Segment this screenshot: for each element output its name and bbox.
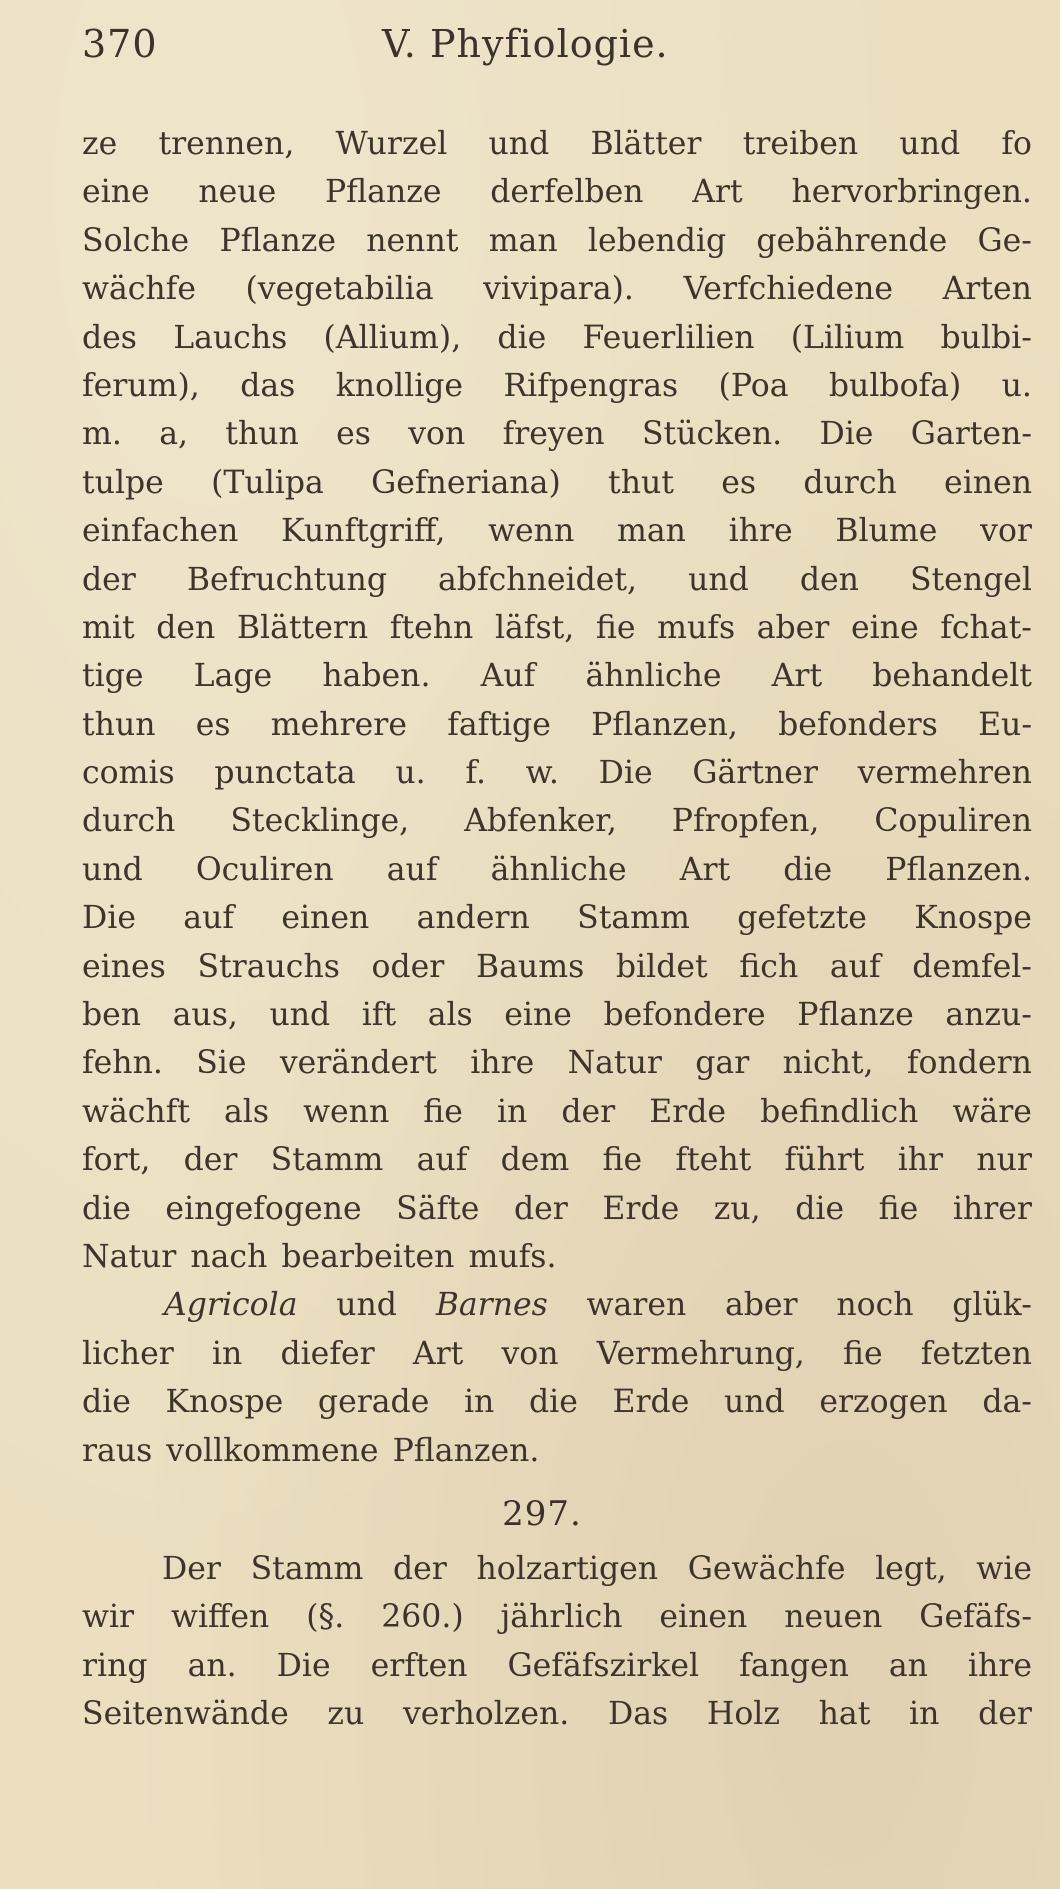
word: holzartigen <box>476 1550 659 1587</box>
word: wäre <box>952 1093 1032 1130</box>
word: ähnliche <box>585 658 722 695</box>
word: Agricola <box>164 1287 298 1324</box>
word: thun <box>225 416 299 453</box>
word: knollige <box>335 367 464 404</box>
word: fangen <box>739 1647 849 1684</box>
word: als <box>427 997 473 1034</box>
word: einen <box>281 900 370 937</box>
paragraph-continued <box>82 1330 1032 1475</box>
word: Feuerlilien <box>582 319 755 356</box>
word: licher <box>82 1335 174 1372</box>
word: Stamm <box>577 900 690 937</box>
word: fondern <box>906 1045 1032 1082</box>
word: erften <box>370 1647 468 1684</box>
word: vivipara). <box>483 271 634 308</box>
word: die <box>82 1190 131 1227</box>
running-head: V. Phyfiologie. <box>382 22 669 66</box>
word: in <box>463 1384 495 1421</box>
word: neuen <box>784 1599 883 1636</box>
word: durch <box>803 464 897 501</box>
word: die <box>82 1384 131 1421</box>
word: wächft <box>82 1093 190 1130</box>
word: Befruchtung <box>186 561 388 598</box>
word: der <box>978 1696 1032 1733</box>
word: eine <box>850 609 919 646</box>
text-line <box>82 556 1032 604</box>
text-line <box>82 1690 1032 1738</box>
word: erzogen <box>819 1384 948 1421</box>
word: Barnes <box>435 1287 548 1324</box>
word: Wurzel <box>335 126 448 162</box>
text-line <box>82 1233 1032 1281</box>
word: den <box>156 609 216 646</box>
word: als <box>224 1093 270 1130</box>
word: abfchneidet, <box>438 561 638 598</box>
word: gar <box>695 1045 750 1082</box>
word: es <box>336 416 371 453</box>
word: fie <box>878 1190 919 1227</box>
word: Pflanzen. <box>392 1432 540 1469</box>
text-line <box>82 1330 1032 1378</box>
word: aber <box>724 1287 798 1324</box>
word: zu, <box>713 1190 761 1227</box>
word: Blättern <box>236 609 369 646</box>
text-line <box>82 1427 1032 1475</box>
text-line <box>82 507 1032 555</box>
word: in <box>211 1335 243 1372</box>
word: verändert <box>279 1045 437 1082</box>
word: ihre <box>967 1647 1032 1684</box>
word: Abfenker, <box>464 803 617 840</box>
word: nur <box>976 1142 1032 1179</box>
word: und <box>899 126 961 162</box>
word: die <box>528 1384 578 1421</box>
word: Kunftgriff, <box>281 513 446 550</box>
paragraph <box>82 120 1032 1281</box>
word: auf <box>416 1142 468 1179</box>
text-line <box>82 1185 1032 1233</box>
page-number: 370 <box>82 22 158 66</box>
word: gefetzte <box>737 900 867 937</box>
word: wenn <box>303 1093 390 1130</box>
word: wie <box>976 1550 1032 1587</box>
word: Blume <box>835 513 938 550</box>
word: Erde <box>602 1190 680 1227</box>
text-line <box>82 1088 1032 1136</box>
word: befonders <box>778 706 938 743</box>
word: diefer <box>280 1335 375 1372</box>
word: a, <box>159 416 188 453</box>
word: treiben <box>742 126 859 162</box>
word: ftehn <box>389 609 474 646</box>
word: Copuliren <box>874 803 1032 840</box>
word: hat <box>818 1696 871 1733</box>
word: Pflanzen, <box>591 706 738 743</box>
word: Knospe <box>914 900 1032 937</box>
word: m. <box>82 416 122 453</box>
text-line <box>82 120 1032 168</box>
word: (§. <box>306 1599 345 1636</box>
word: (Lilium <box>790 319 905 356</box>
word: raus <box>82 1432 153 1469</box>
word: vollkommene <box>166 1432 379 1469</box>
word: u. <box>1001 367 1032 404</box>
word: Pflanze <box>797 997 914 1034</box>
word: fteht <box>675 1142 752 1179</box>
word: punctata <box>214 755 356 792</box>
word: mufs. <box>468 1238 557 1275</box>
word: (Tulipa <box>211 464 324 501</box>
word: ihr <box>897 1142 944 1179</box>
word: noch <box>836 1287 914 1324</box>
word: Oculiren <box>195 851 334 888</box>
text-line <box>82 1378 1032 1426</box>
word: und <box>488 126 550 162</box>
word: nach <box>190 1238 268 1275</box>
text-line <box>82 168 1032 216</box>
word: derfelben <box>490 174 644 211</box>
word: aber <box>756 609 830 646</box>
word: Blätter <box>590 126 702 162</box>
word: Rifpengras <box>503 367 679 404</box>
word: bildet <box>615 948 708 985</box>
word: Lauchs <box>173 319 288 356</box>
word: der <box>183 1142 238 1179</box>
word: eine <box>82 174 150 211</box>
word: fo <box>1001 126 1032 162</box>
word: mit <box>82 609 135 646</box>
word: Holz <box>706 1696 780 1733</box>
section-number: 297. <box>502 1493 582 1534</box>
text-line <box>82 1281 1032 1329</box>
text-line <box>82 797 1032 845</box>
word: Pfropfen, <box>671 803 820 840</box>
word: auf <box>386 851 438 888</box>
word: läfst, <box>494 609 575 646</box>
page-body <box>82 120 1032 1739</box>
word: freyen <box>502 416 605 453</box>
word: Verfchiedene <box>683 271 894 308</box>
word: wiffen <box>171 1599 270 1636</box>
word: Die <box>276 1647 331 1684</box>
word: vermehren <box>857 755 1032 792</box>
word: mehrere <box>270 706 407 743</box>
word: ähnliche <box>490 851 627 888</box>
word: (Allium), <box>323 319 462 356</box>
word: den <box>799 561 859 598</box>
text-line <box>82 1136 1032 1184</box>
word: legt, <box>875 1550 947 1587</box>
word: vor <box>980 513 1032 550</box>
word: wir <box>82 1599 135 1636</box>
word: anzu- <box>945 997 1032 1034</box>
word: Pflanze <box>219 222 336 259</box>
word: Art <box>679 851 731 888</box>
word: die <box>795 1190 845 1227</box>
word: Gefneriana) <box>371 464 561 501</box>
word: (vegetabilia <box>245 271 434 308</box>
word: von <box>501 1335 559 1372</box>
word: Sie <box>196 1045 247 1082</box>
word: thut <box>608 464 674 501</box>
word: andern <box>416 900 530 937</box>
word: einfachen <box>82 513 239 550</box>
word: Stücken. <box>641 416 783 453</box>
word: Strauchs <box>197 948 340 985</box>
text-line <box>82 701 1032 749</box>
word: Erde <box>649 1093 727 1130</box>
word: mufs <box>657 609 736 646</box>
word: man <box>488 222 558 259</box>
word: und <box>82 851 143 888</box>
word: hervorbringen. <box>791 174 1032 211</box>
word: durch <box>82 803 176 840</box>
word: ihre <box>470 1045 535 1082</box>
word: Vermehrung, <box>596 1335 805 1372</box>
word: die <box>783 851 833 888</box>
word: Die <box>82 900 136 937</box>
word: in <box>496 1093 528 1130</box>
word: 260.) <box>381 1599 464 1636</box>
word: Natur <box>567 1045 662 1082</box>
word: Gefäfs- <box>919 1599 1032 1636</box>
word: Auf <box>480 658 536 695</box>
word: neue <box>198 174 277 211</box>
word: Gärtner <box>692 755 818 792</box>
word: und <box>336 1287 397 1324</box>
text-line <box>82 362 1032 410</box>
word: bulbofa) <box>828 367 962 404</box>
text-line <box>82 1545 1032 1593</box>
word: fort, <box>82 1142 151 1179</box>
text-line <box>82 265 1032 313</box>
word: ihre <box>728 513 793 550</box>
word: trennen, <box>158 126 295 162</box>
word: f. <box>465 755 486 792</box>
word: es <box>721 464 757 501</box>
word: wenn <box>488 513 575 550</box>
word: w. <box>525 755 559 792</box>
word: fchat- <box>940 609 1032 646</box>
word: ze <box>82 126 118 162</box>
word: fetzten <box>920 1335 1032 1372</box>
word: Säfte <box>396 1190 480 1227</box>
word: aus, <box>172 997 238 1034</box>
word: ferum), <box>82 367 200 404</box>
word: der <box>82 561 136 598</box>
page-header <box>82 22 1040 92</box>
word: befondere <box>603 997 766 1034</box>
word: nennt <box>366 222 459 259</box>
word: nicht, <box>782 1045 874 1082</box>
word: die <box>497 319 547 356</box>
word: eingefogene <box>165 1190 362 1227</box>
word: gerade <box>317 1384 430 1421</box>
word: an <box>888 1647 928 1684</box>
word: dem <box>500 1142 570 1179</box>
word: Garten- <box>910 416 1032 453</box>
word: und <box>688 561 749 598</box>
word: gebährende <box>756 222 948 259</box>
word: und <box>269 997 331 1034</box>
word: Pflanze <box>324 174 442 211</box>
text-line <box>82 314 1032 362</box>
word: Knospe <box>165 1384 284 1421</box>
word: (Poa <box>718 367 789 404</box>
word: das <box>240 367 296 404</box>
word: wächfe <box>82 271 196 308</box>
word: Baums <box>476 948 585 985</box>
word: eine <box>504 997 572 1034</box>
word: Das <box>607 1696 669 1733</box>
word: Gefäfszirkel <box>507 1647 700 1684</box>
word: in <box>909 1696 940 1733</box>
text-line <box>82 991 1032 1039</box>
word: befindlich <box>760 1093 919 1130</box>
word: eines <box>82 948 166 985</box>
word: und <box>723 1384 785 1421</box>
word: Stecklinge, <box>230 803 410 840</box>
word: der <box>392 1550 447 1587</box>
word: Seitenwände <box>82 1696 289 1733</box>
word: oder <box>371 948 445 985</box>
word: comis <box>82 755 175 792</box>
text-line <box>82 410 1032 458</box>
word: fie <box>595 609 636 646</box>
word: auf <box>829 948 881 985</box>
word: von <box>408 416 466 453</box>
word: Pflanzen. <box>885 851 1032 888</box>
word: haben. <box>322 658 431 695</box>
word: ring <box>82 1647 148 1684</box>
text-line <box>82 459 1032 507</box>
word: Arten <box>942 271 1032 308</box>
word: lebendig <box>587 222 727 259</box>
word: bearbeiten <box>281 1238 455 1275</box>
word: Der <box>162 1550 221 1587</box>
word: waren <box>586 1287 687 1324</box>
word: glük- <box>952 1287 1032 1324</box>
word: Die <box>819 416 874 453</box>
word: tulpe <box>82 464 164 501</box>
text-line <box>82 1039 1032 1087</box>
word: ihrer <box>952 1190 1032 1227</box>
word: fie <box>602 1142 643 1179</box>
paragraph <box>82 1281 1032 1475</box>
word: fich <box>739 948 799 985</box>
word: Die <box>598 755 653 792</box>
word: Natur <box>82 1238 177 1275</box>
word: bulbi- <box>940 319 1032 356</box>
word: u. <box>395 755 426 792</box>
word: fie <box>423 1093 463 1130</box>
word: verholzen. <box>402 1696 570 1733</box>
word: faftige <box>447 706 551 743</box>
word: da- <box>982 1384 1032 1421</box>
word: auf <box>183 900 235 937</box>
word: Art <box>692 174 743 211</box>
text-line <box>82 749 1032 797</box>
word: ift <box>361 997 397 1034</box>
word: ben <box>82 997 142 1034</box>
word: man <box>616 513 686 550</box>
word: Eu- <box>978 706 1032 743</box>
word: einen <box>659 1599 748 1636</box>
text-line <box>82 894 1032 942</box>
word: Ge- <box>977 222 1032 259</box>
word: Art <box>771 658 823 695</box>
word: Gewächfe <box>687 1550 846 1587</box>
word: Erde <box>612 1384 690 1421</box>
word: Art <box>412 1335 464 1372</box>
word: des <box>82 319 137 356</box>
text-line <box>82 1642 1032 1690</box>
word: Stengel <box>909 561 1032 598</box>
text-line <box>82 943 1032 991</box>
word: fehn. <box>82 1045 163 1082</box>
text-line <box>82 604 1032 652</box>
word: Stamm <box>270 1142 384 1179</box>
text-line <box>82 652 1032 700</box>
text-line <box>82 217 1032 265</box>
word: der <box>513 1190 568 1227</box>
text-line <box>82 1593 1032 1641</box>
word: an. <box>187 1647 237 1684</box>
word: fie <box>842 1335 883 1372</box>
word: Stamm <box>250 1550 364 1587</box>
word: der <box>561 1093 616 1130</box>
word: zu <box>327 1696 365 1733</box>
word: führt <box>784 1142 865 1179</box>
word: Solche <box>82 222 190 259</box>
word: einen <box>944 464 1032 501</box>
word: Lage <box>193 658 273 695</box>
text-line <box>82 846 1032 894</box>
word: demfel- <box>912 948 1032 985</box>
word: jährlich <box>500 1599 623 1636</box>
paragraph <box>82 1545 1032 1739</box>
word: thun <box>82 706 156 743</box>
word: behandelt <box>872 658 1032 695</box>
word: es <box>195 706 231 743</box>
word: tige <box>82 658 144 695</box>
